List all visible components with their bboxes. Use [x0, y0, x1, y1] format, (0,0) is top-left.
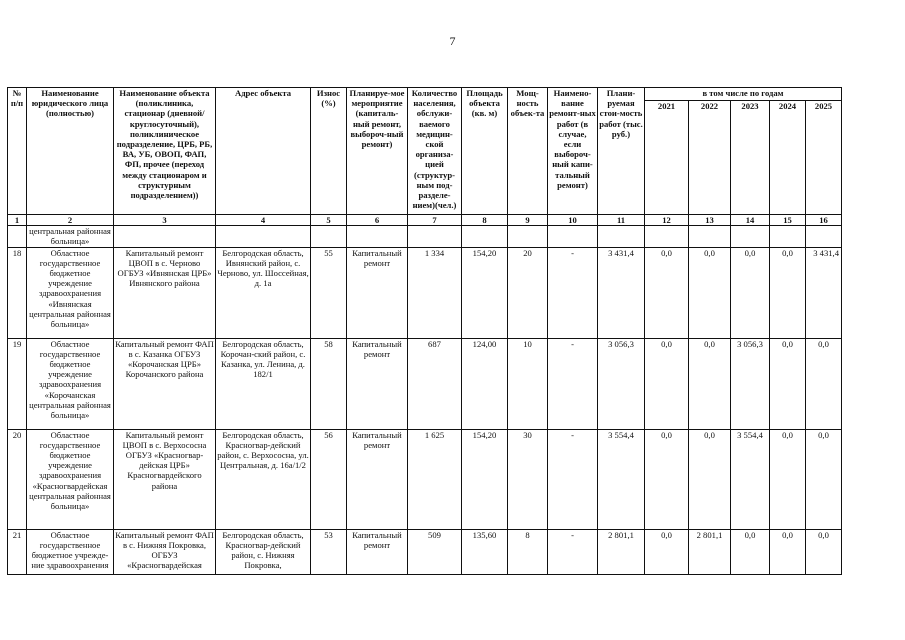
row-number: 19 — [8, 338, 27, 429]
address-cell: Белгородская область, Красногвар-дейский район, с. Верхососна, ул. Центральная, д. 16а/1/2 — [216, 429, 311, 529]
legal-entity-cell: Областное государственное бюджетное учрежде-ние здравоохранения — [27, 529, 114, 574]
event-cell: Капитальный ремонт — [347, 529, 408, 574]
table-row — [8, 429, 842, 529]
header-row — [8, 88, 842, 101]
header-population: Количество населения, обслужи-ваемого медицин-ской организа-цией (структур-ным под-разделе-нием)(чел.) — [408, 88, 462, 215]
page-number: 7 — [449, 34, 456, 48]
legal-entity-cell: Областное государственное бюджетное учреждение здравоохранения «Красногвардейская центральная районная больница» — [27, 429, 114, 529]
repair-name-cell: - — [548, 529, 598, 574]
year-2024-cell: 0,0 — [770, 247, 806, 338]
area-cell: 154,20 — [462, 429, 508, 529]
year-2021-cell: 0,0 — [645, 247, 689, 338]
year-2025-cell: 0,0 — [806, 338, 842, 429]
column-number: 4 — [216, 215, 311, 226]
header-num: № п/п — [8, 88, 27, 215]
capacity-cell: 10 — [508, 338, 548, 429]
repair-name-cell: - — [548, 338, 598, 429]
column-number: 12 — [645, 215, 689, 226]
year-2021-cell: 0,0 — [645, 529, 689, 574]
event-cell: Капитальный ремонт — [347, 429, 408, 529]
year-2024-cell: 0,0 — [770, 529, 806, 574]
year-2023-cell: 3 056,3 — [731, 338, 770, 429]
year-2022-cell: 0,0 — [689, 247, 731, 338]
year-2025-cell: 3 431,4 — [806, 247, 842, 338]
object-name-cell: Капитальный ремонт ФАП в с. Нижняя Покровка, ОГБУЗ «Красногвардейская — [114, 529, 216, 574]
header-object-name: Наименование объекта (поликлиника, стационар (дневной/ круглосуточный), поликлиническое подразделение, ЦРБ, РБ, ВА, УБ, ОВОП, ФАП, ФП, прочее (переход между стационаром и структурным подразделением)) — [114, 88, 216, 215]
header-planned-event: Планируе-мое мероприятие (капиталь-ный ремонт, выбороч-ный ремонт) — [347, 88, 408, 215]
year-2024-cell: 0,0 — [770, 429, 806, 529]
column-number: 9 — [508, 215, 548, 226]
column-number: 10 — [548, 215, 598, 226]
year-2023-cell: 0,0 — [731, 529, 770, 574]
header-year-2023: 2023 — [731, 101, 770, 215]
year-2021-cell: 0,0 — [645, 338, 689, 429]
event-cell: Капитальный ремонт — [347, 338, 408, 429]
header-by-years: в том числе по годам — [645, 88, 842, 101]
object-name-cell: Капитальный ремонт ЦВОП в с. Черново ОГБУЗ «Ивнянская ЦРБ» Ивнянского района — [114, 247, 216, 338]
column-number: 14 — [731, 215, 770, 226]
repair-name-cell: - — [548, 247, 598, 338]
column-number: 2 — [27, 215, 114, 226]
table-row — [8, 529, 842, 574]
wear-cell: 58 — [311, 338, 347, 429]
header-year-2022: 2022 — [689, 101, 731, 215]
table-row — [8, 338, 842, 429]
area-cell: 124,00 — [462, 338, 508, 429]
wear-cell: 55 — [311, 247, 347, 338]
header-area: Площадь объекта (кв. м) — [462, 88, 508, 215]
capacity-cell: 8 — [508, 529, 548, 574]
column-number: 13 — [689, 215, 731, 226]
repair-registry-table — [7, 87, 842, 575]
cost-cell: 3 431,4 — [598, 247, 645, 338]
column-number: 6 — [347, 215, 408, 226]
column-number: 16 — [806, 215, 842, 226]
cost-cell: 2 801,1 — [598, 529, 645, 574]
year-2022-cell: 0,0 — [689, 338, 731, 429]
year-2025-cell: 0,0 — [806, 429, 842, 529]
column-number: 7 — [408, 215, 462, 226]
continuation-row — [8, 226, 842, 247]
column-number: 5 — [311, 215, 347, 226]
address-cell: Белгородская область, Ивнянский район, с. Черново, ул. Шоссейная, д. 1а — [216, 247, 311, 338]
population-cell: 1 625 — [408, 429, 462, 529]
column-number: 11 — [598, 215, 645, 226]
header-address: Адрес объекта — [216, 88, 311, 215]
header-planned-cost: Плани-руемая стои-мость работ (тыс. руб.) — [598, 88, 645, 215]
column-number: 3 — [114, 215, 216, 226]
table-row — [8, 247, 842, 338]
wear-cell: 56 — [311, 429, 347, 529]
legal-entity-cell: Областное государственное бюджетное учреждение здравоохранения «Корочанская центральная районная больница» — [27, 338, 114, 429]
column-number: 1 — [8, 215, 27, 226]
population-cell: 509 — [408, 529, 462, 574]
header-wear: Износ (%) — [311, 88, 347, 215]
year-2022-cell: 0,0 — [689, 429, 731, 529]
year-2023-cell: 0,0 — [731, 247, 770, 338]
population-cell: 1 334 — [408, 247, 462, 338]
cost-cell: 3 554,4 — [598, 429, 645, 529]
cost-cell: 3 056,3 — [598, 338, 645, 429]
area-cell: 154,20 — [462, 247, 508, 338]
population-cell: 687 — [408, 338, 462, 429]
year-2023-cell: 3 554,4 — [731, 429, 770, 529]
header-year-2025: 2025 — [806, 101, 842, 215]
address-cell: Белгородская область, Корочан-ский район, с. Казанка, ул. Ленина, д. 182/1 — [216, 338, 311, 429]
year-2022-cell: 2 801,1 — [689, 529, 731, 574]
area-cell: 135,60 — [462, 529, 508, 574]
object-name-cell: Капитальный ремонт ФАП в с. Казанка ОГБУЗ «Корочанская ЦРБ» Корочанского района — [114, 338, 216, 429]
column-number: 15 — [770, 215, 806, 226]
row-number: 20 — [8, 429, 27, 529]
header-year-2021: 2021 — [645, 101, 689, 215]
year-2025-cell: 0,0 — [806, 529, 842, 574]
header-capacity: Мощ-ность объек-та — [508, 88, 548, 215]
object-name-cell: Капитальный ремонт ЦВОП в с. Верхососна ОГБУЗ «Красногвар-дейская ЦРБ» Красногвардейского района — [114, 429, 216, 529]
row-number: 21 — [8, 529, 27, 574]
repair-name-cell: - — [548, 429, 598, 529]
capacity-cell: 20 — [508, 247, 548, 338]
year-2021-cell: 0,0 — [645, 429, 689, 529]
event-cell: Капитальный ремонт — [347, 247, 408, 338]
header-repair-name: Наимено-вание ремонт-ных работ (в случае, если выбороч-ный капи-тальный ремонт) — [548, 88, 598, 215]
continued-legal-name: центральная районная больница» — [27, 226, 114, 247]
row-number: 18 — [8, 247, 27, 338]
address-cell: Белгородская область, Красногвар-дейский район, с. Нижняя Покровка, — [216, 529, 311, 574]
column-number: 8 — [462, 215, 508, 226]
wear-cell: 53 — [311, 529, 347, 574]
column-number-row — [8, 215, 842, 226]
legal-entity-cell: Областное государственное бюджетное учреждение здравоохранения «Ивнянская центральная районная больница» — [27, 247, 114, 338]
header-year-2024: 2024 — [770, 101, 806, 215]
header-legal-entity: Наименование юридического лица (полностью) — [27, 88, 114, 215]
year-2024-cell: 0,0 — [770, 338, 806, 429]
capacity-cell: 30 — [508, 429, 548, 529]
